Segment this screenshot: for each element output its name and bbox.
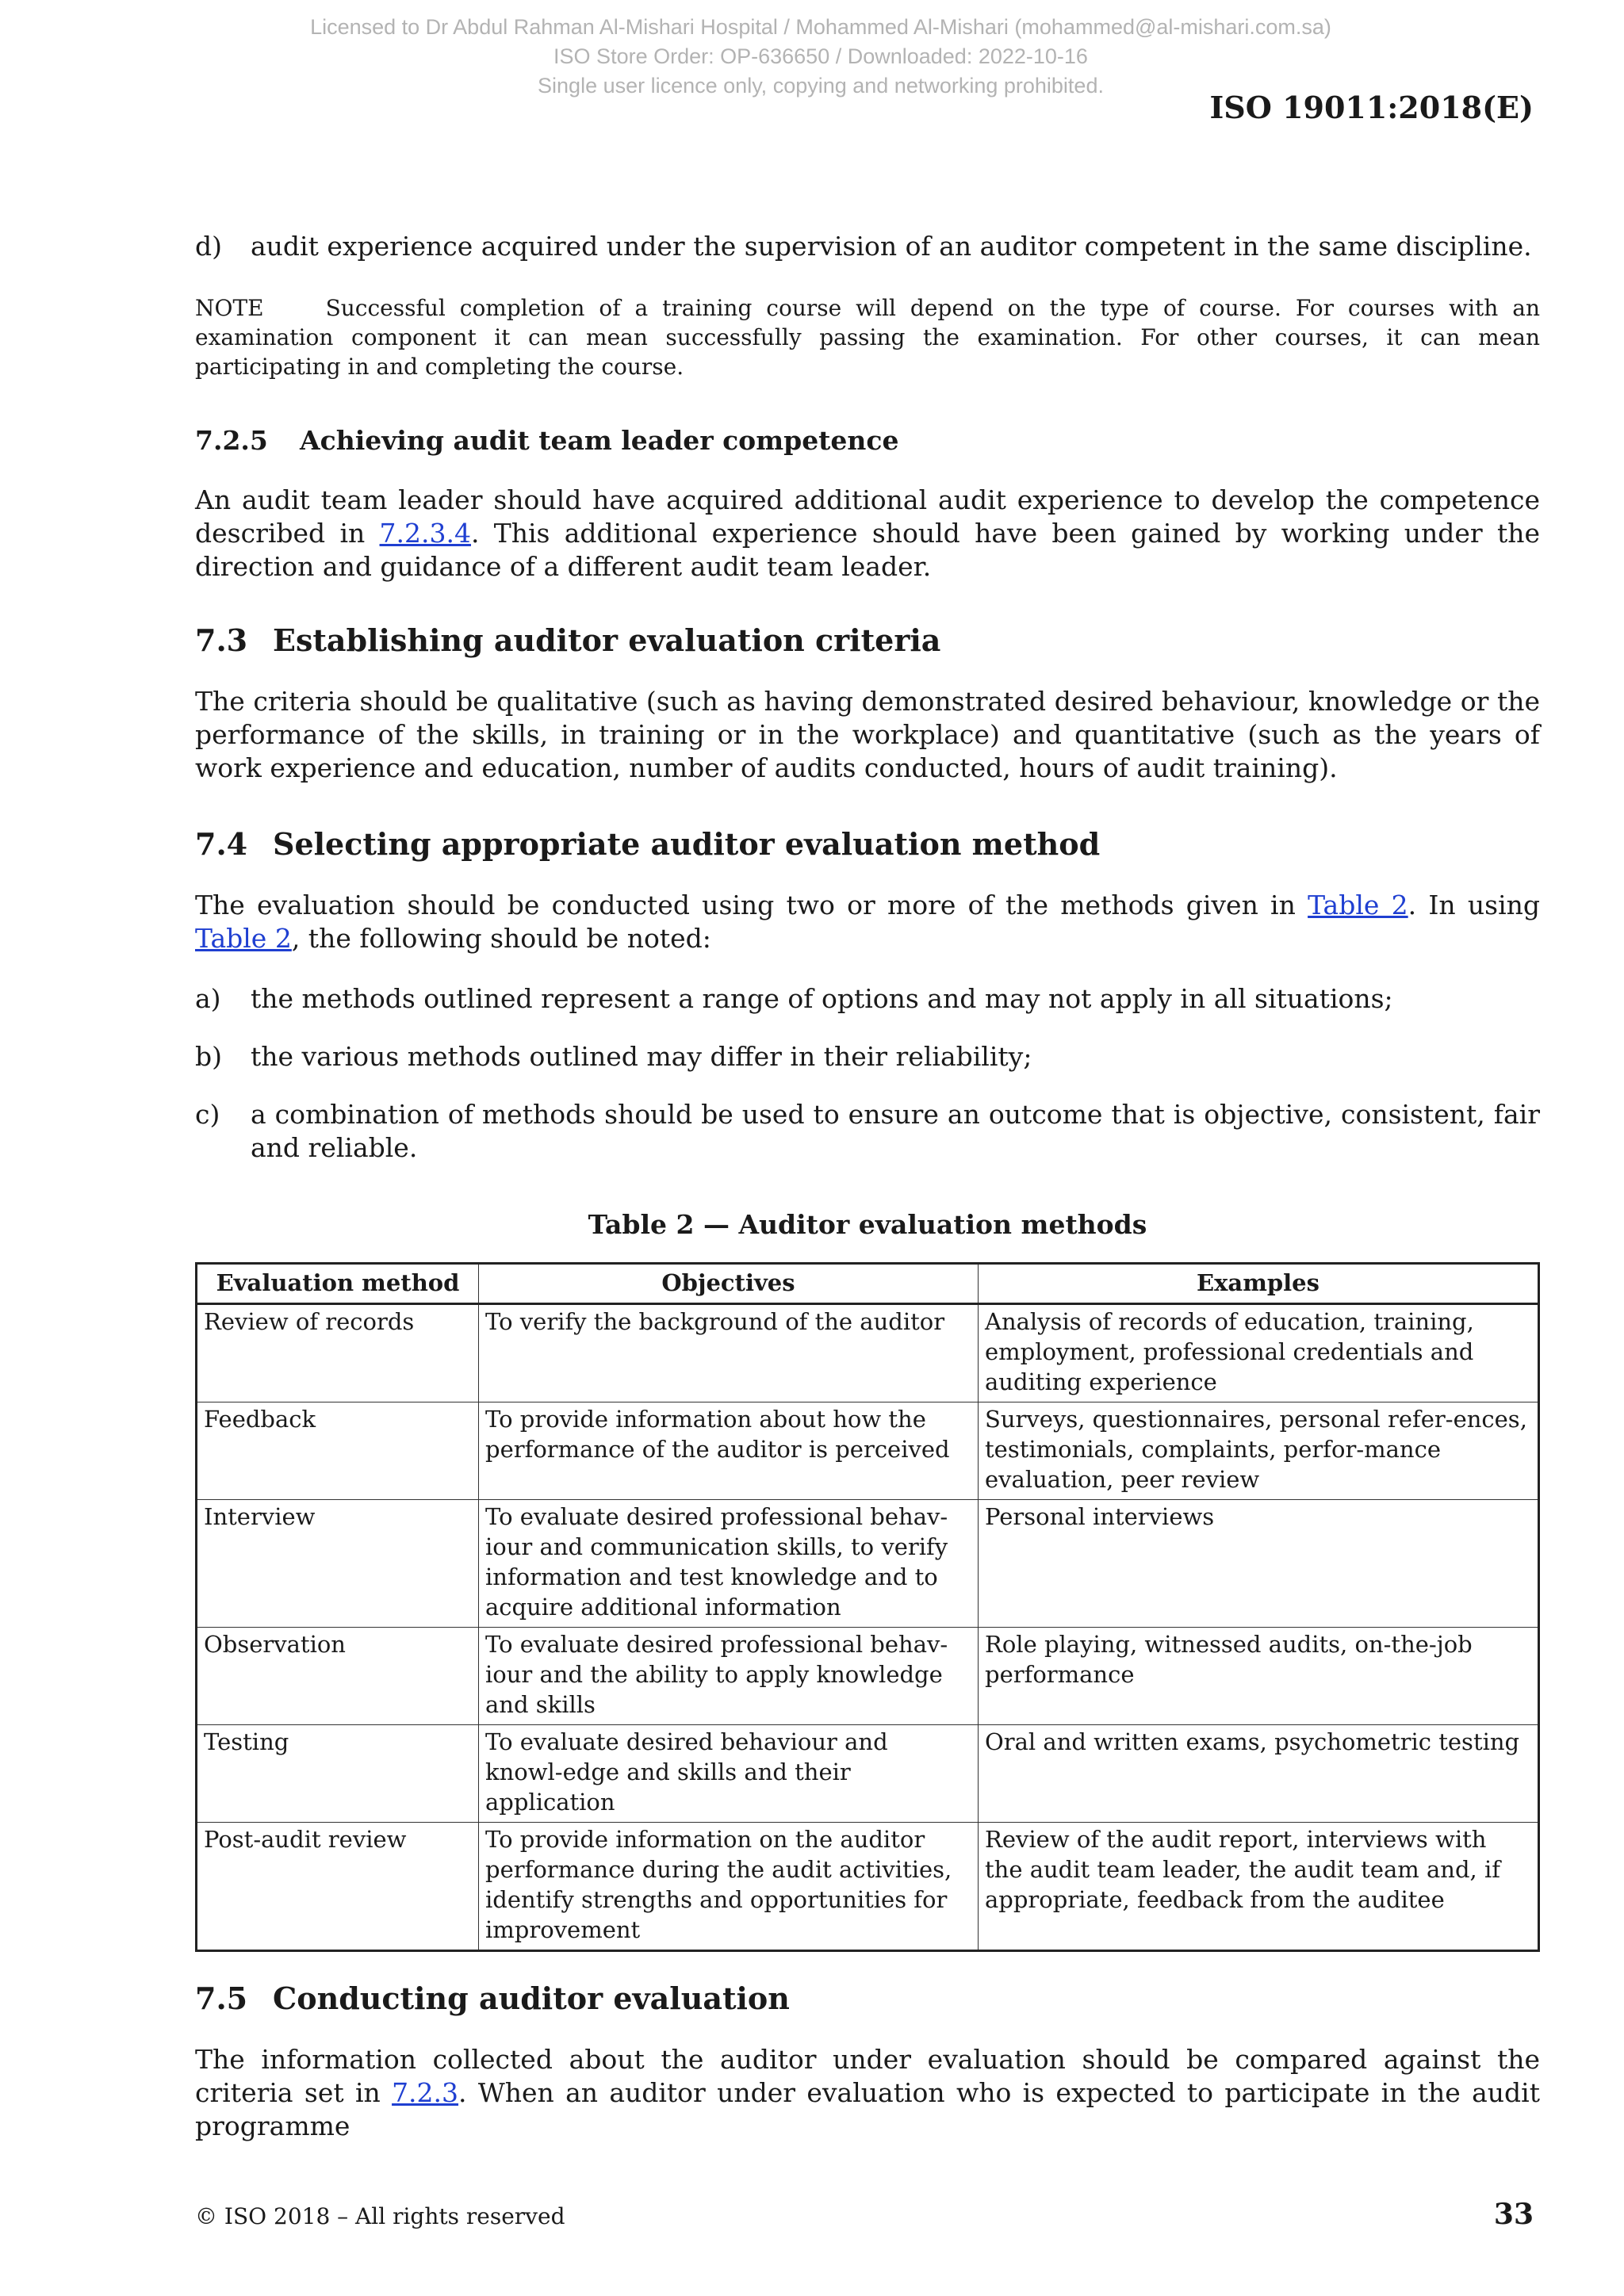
column-header: Evaluation method [197,1264,479,1304]
table-caption: Table 2 — Auditor evaluation methods [588,1209,1147,1240]
table-cell: Surveys, questionnaires, personal refer-ences, testimonials, complaints, perfor-mance evaluation, peer review [979,1402,1539,1500]
table-cell: Review of the audit report, interviews with the audit team leader, the audit team and, if appropriate, feedback from the auditee [979,1823,1539,1951]
list-item-text: the methods outlined represent a range of options and may not apply in all situations; [251,983,1393,1014]
heading-title: Selecting appropriate auditor evaluation method [273,826,1101,862]
table-row [197,1725,1539,1823]
section-7-4-body [195,889,1540,955]
paragraph-text: An audit team leader should have acquired additional audit experience to develop the competence described in [195,484,1540,549]
list-item-c [195,1098,1540,1165]
list-item-label: c) [195,1099,220,1130]
paragraph: The criteria should be qualitative (such as having demonstrated desired behaviour, knowledge or the performance of the skills, in training or in the workplace) and quantitative (such as the years of work experience and education, number of audits conducted, hours of audit training). [195,686,1540,783]
paragraph-text: , the following should be noted: [291,923,711,954]
paragraph-text: . When an auditor under evaluation who is expected to participate in the audit programme [195,2077,1540,2141]
table-cell: To provide information about how the performance of the auditor is perceived [479,1402,979,1500]
watermark-line-1: Licensed to Dr Abdul Rahman Al-Mishari Hospital / Mohammed Al-Mishari (mohammed@al-mishari.com.sa) [310,15,1331,39]
note-label: NOTE [195,295,264,321]
watermark-line-2: ISO Store Order: OP-636650 / Downloaded: 2022-10-16 [553,44,1088,68]
table-cell: Post-audit review [197,1823,479,1951]
heading-7-4 [195,826,1101,863]
table-row [197,1304,1539,1402]
heading-number: 7.2.5 [195,425,268,456]
table-cell: Analysis of records of education, training, employment, professional credentials and auditing experience [979,1304,1539,1402]
heading-7-3 [195,622,941,659]
paragraph-text: . This additional experience should have been gained by working under the direction and guidance of a different audit team leader. [195,518,1540,582]
link-7-2-3-4[interactable]: 7.2.3.4 [379,518,471,549]
list-item-label: b) [195,1041,222,1072]
page-number: 33 [1493,2198,1534,2231]
heading-number: 7.3 [195,622,248,658]
heading-title: Establishing auditor evaluation criteria [273,622,941,658]
table-header-row [197,1264,1539,1304]
heading-title: Conducting auditor evaluation [273,1980,790,2016]
table-cell: To evaluate desired professional behav-iour and the ability to apply knowledge and skills [479,1628,979,1725]
table-cell: To evaluate desired behaviour and knowl-edge and skills and their application [479,1725,979,1823]
heading-7-2-5 [195,424,899,457]
table-row [197,1402,1539,1500]
table-cell: Oral and written exams, psychometric testing [979,1725,1539,1823]
table-row [197,1500,1539,1628]
note-body: Successful completion of a training course will depend on the type of course. For courses with an examination component it can mean successfully passing the examination. For other courses, it can mean participating in and completing the course. [195,295,1540,380]
table-cell: To verify the background of the auditor [479,1304,979,1402]
watermark-line-3: Single user licence only, copying and networking prohibited. [538,74,1104,98]
list-item-text: a combination of methods should be used to ensure an outcome that is objective, consistent, fair and reliable. [251,1099,1540,1163]
column-header: Examples [979,1264,1539,1304]
table-cell: Feedback [197,1402,479,1500]
paragraph-text: The information collected about the auditor under evaluation should be compared against the criteria set in [195,2044,1540,2108]
note-text [195,293,1540,381]
list-item-label: a) [195,983,221,1014]
link-table-2[interactable]: Table 2 [195,923,292,954]
list-item-label: d) [195,231,222,262]
table-row [197,1823,1539,1951]
heading-number: 7.4 [195,826,248,862]
document-id: ISO 19011:2018(E) [1209,90,1534,125]
section-7-5-body [195,2043,1540,2143]
paragraph [195,889,1540,955]
table-cell: Testing [197,1725,479,1823]
link-table-2[interactable]: Table 2 [1308,890,1408,920]
evaluation-methods-table [195,1262,1540,1952]
link-7-2-3[interactable]: 7.2.3 [392,2077,459,2108]
table-cell: Review of records [197,1304,479,1402]
heading-number: 7.5 [195,1980,248,2016]
heading-7-5 [195,1980,790,2017]
list-item-b [195,1040,1540,1073]
column-header: Objectives [479,1264,979,1304]
table-cell: Interview [197,1500,479,1628]
note-block [195,293,1540,381]
table-cell: Personal interviews [979,1500,1539,1628]
paragraph [195,484,1540,584]
table-row [197,1628,1539,1725]
list-item-d [195,230,1540,263]
table-cell: Role playing, witnessed audits, on-the-job performance [979,1628,1539,1725]
paragraph-text: The evaluation should be conducted using two or more of the methods given in [195,890,1308,920]
table-cell: To evaluate desired professional behav-iour and communication skills, to verify information and test knowledge and to acquire additional information [479,1500,979,1628]
footer-copyright: © ISO 2018 – All rights reserved [195,2203,565,2229]
list-item-a [195,982,1540,1016]
heading-title: Achieving audit team leader competence [300,425,899,456]
list-item-text: the various methods outlined may differ in their reliability; [251,1041,1032,1072]
section-7-3-body [195,685,1540,785]
paragraph [195,2043,1540,2143]
table-cell: To provide information on the auditor performance during the audit activities, identify strengths and opportunities for improvement [479,1823,979,1951]
section-7-2-5-body [195,484,1540,584]
paragraph-text: . In using [1408,890,1540,920]
table-cell: Observation [197,1628,479,1725]
list-item-text: audit experience acquired under the supervision of an auditor competent in the same discipline. [251,231,1532,262]
